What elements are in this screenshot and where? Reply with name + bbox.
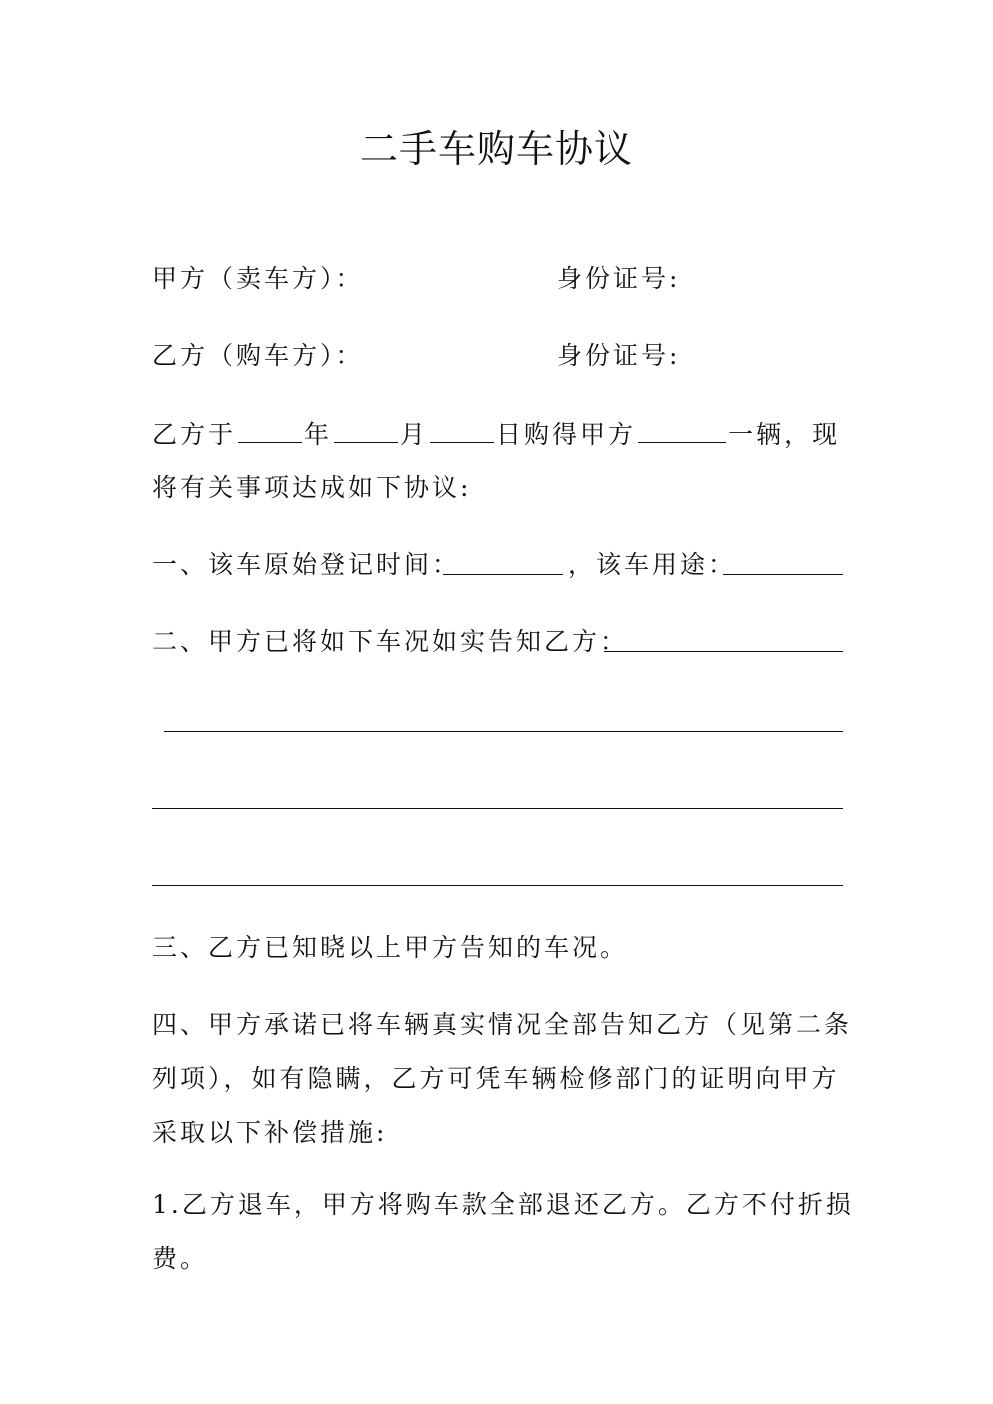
condition-blank-4[interactable] [152, 885, 843, 886]
intro-text-1: 乙方于 [152, 420, 237, 449]
year-blank[interactable] [238, 416, 302, 443]
item-1-line-2: 费。 [152, 1244, 209, 1273]
intro-line-2: 将有关事项达成如下协议: [152, 473, 472, 502]
party-a-id-label: 身份证号: [557, 264, 681, 293]
vehicle-blank[interactable] [638, 416, 726, 443]
condition-blank-3[interactable] [152, 808, 843, 809]
day-blank[interactable] [430, 416, 494, 443]
intro-text-3: 月 [400, 420, 429, 449]
clause-1-text-2: ，该车用途： [568, 550, 737, 579]
clause-1 [152, 548, 460, 582]
condition-blank-2[interactable] [164, 731, 843, 732]
party-a-label: 甲方（卖车方）： [152, 264, 364, 293]
month-blank[interactable] [334, 416, 398, 443]
party-b-id-label: 身份证号: [557, 341, 681, 370]
registration-date-blank[interactable] [443, 574, 563, 575]
intro-line-1 [152, 416, 840, 452]
condition-blank-1[interactable] [604, 651, 843, 652]
document-title: 二手车购车协议 [359, 127, 633, 171]
party-b-label: 乙方（购车方）： [152, 341, 364, 370]
item-1-line-1: 1.乙方退车，甲方将购车款全部退还乙方。乙方不付折损 [152, 1190, 854, 1219]
intro-text-4: 日购得甲方 [496, 420, 637, 449]
clause-4-line-2: 列项），如有隐瞒，乙方可凭车辆检修部门的证明向甲方 [152, 1064, 840, 1093]
clause-1-text-1: 一、该车原始登记时间： [152, 550, 461, 579]
clause-2: 二、甲方已将如下车况如实告知乙方： [152, 627, 629, 656]
clause-4-line-3: 采取以下补偿措施: [152, 1118, 388, 1147]
intro-text-5: 一辆，现 [728, 420, 841, 449]
clause-3: 三、乙方已知晓以上甲方告知的车况。 [152, 933, 629, 962]
intro-text-2: 年 [304, 420, 333, 449]
clause-4-line-1: 四、甲方承诺已将车辆真实情况全部告知乙方（见第二条 [152, 1010, 853, 1039]
vehicle-usage-blank[interactable] [723, 574, 843, 575]
